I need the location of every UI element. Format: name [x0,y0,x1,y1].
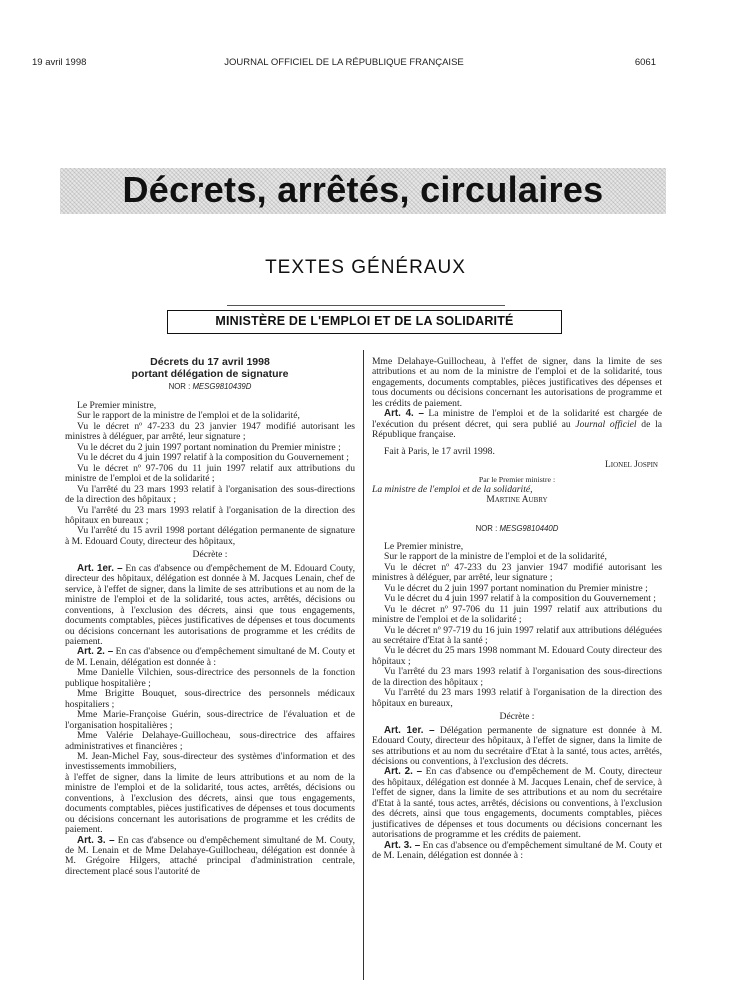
article-text: Délégation permanente de signature est donnée à M. Edouard Couty, directeur des hôpitaux, à l'effet de signer, dans la limite de ses attributions et au nom du secrétaire d'Etat à la santé, tous actes, arrêtés, décisions ou conventions, à l'exclusion des décrets. [372,724,663,767]
article-text: de la République française. [372,418,662,441]
article-text: En cas d'absence ou d'empêchement de M. Edouard Couty, directeur des hôpitaux, délégation est donnée à M. Jacques Lenain, chef de service, à l'effet de signer, dans la limite de ses attributions et au nom de la ministre de l'emploi et de la solidarité, tous actes, arrêtés, décisions ou conventions, à l'exclusion des décrets, ainsi que tous engagements, documents comptables, pièces justificatives de dépenses et tous documents ou décisions concernant les autorisations de programme et les crédits de paiement. [65,562,356,647]
article-text: En cas d'absence ou d'empêchement simultané de M. Couty et de M. Lenain, délégation est donnée à : [372,839,662,862]
paragraph: Vu l'arrêté du 23 mars 1993 relatif à l'organisation des sous-directions de la direction des hôpitaux ; [372,666,662,688]
paragraph: Vu le décret nº 47-233 du 23 janvier 1947 modifié autorisant les ministres à déléguer, par arrêté, leur signature ; [65,420,355,443]
page-header [32,57,656,71]
article-3 [65,836,355,878]
nor-code: MESG9810440D [499,523,559,533]
article-label: Art. 3. – [384,839,421,851]
paragraph: Le Premier ministre, [77,400,157,411]
nor-reference-2 [372,524,662,534]
paragraph: à l'effet de signer, dans la limite de leurs attributions et au nom de la ministre de l'emploi et de la solidarité, tous actes, arrêtés, décisions ou conventions, à l'exclusion des décrets, ainsi que tous engagements, documents comptables, pièces justificatives de dépenses et tous documents ou décisions concernant les autorisations de programme et les crédits de paiement. [65,771,355,836]
paragraph: Sur le rapport de la ministre de l'emploi et de la solidarité, [384,551,607,563]
delegate-item: Mme Danielle Vilchien, sous-directrice des personnels de la fonction publique hospitalière ; [65,667,355,689]
paragraph: Vu le décret du 2 juin 1997 portant nomination du Premier ministre ; [77,441,341,453]
paragraph: Vu l'arrêté du 23 mars 1993 relatif à l'organisation de la direction des hôpitaux en bureaux, [372,687,662,709]
ministry-title: MINISTÈRE DE L'EMPLOI ET DE LA SOLIDARITÉ [167,310,562,334]
article-text: En cas d'absence ou d'empêchement simultané de M. Couty et de M. Lenain, délégation est donnée à : [65,646,355,668]
article-text: En cas d'absence ou d'empêchement de M. Couty, directeur des hôpitaux, délégation est donnée à M. Jacques Lenain, chef de service, à l'effet de signer, dans la limite de ses attributions et au nom du secrétaire d'Etat à la santé, tous actes, arrêtés, décisions ou conventions, à l'exclusion des décrets, ainsi que tous engagements, documents comptables, pièces justificatives de dépenses et tous documents ou décisions concernant les autorisations de programme et les crédits de paiement. [372,766,663,841]
article-label: Art. 3. – [77,834,115,846]
paragraph: Vu le décret nº 97-706 du 11 juin 1997 relatif aux attributions du ministre de l'emploi et de la solidarité ; [372,603,662,626]
header-date: 19 avril 1998 [32,57,87,68]
fait-a-paris: Fait à Paris, le 17 avril 1998. [384,445,495,457]
article-4 [372,409,662,440]
left-column [65,357,355,877]
signature-par-le: Par le Premier ministre : [478,474,556,484]
header-journal-title: JOURNAL OFFICIEL DE LA RÉPUBLIQUE FRANÇAISE [224,57,464,68]
nor-reference [65,382,355,392]
paragraph: Sur le rapport de la ministre de l'emploi et de la solidarité, [77,410,300,422]
article-label: Art. 2. – [384,766,423,778]
minister-role: La ministre de l'emploi et de la solidarité, [372,483,533,495]
decrete-heading: Décrète : [499,711,535,723]
article-label: Art. 4. – [384,408,424,420]
signatory-name: Lionel Jospin [605,460,658,471]
minister-name: Martine Aubry [486,495,548,506]
paragraph: Vu l'arrêté du 23 mars 1993 relatif à l'organisation des sous-directions de la direction des hôpitaux ; [65,483,355,506]
paragraph: Vu le décret du 4 juin 1997 relatif à la composition du Gouvernement ; [384,593,656,605]
delegate-item: Mme Valérie Delahaye-Guillocheau, sous-directrice des affaires administratives et financières ; [65,730,355,752]
banner [60,168,666,214]
decree-title [65,357,355,380]
paragraph: Vu le décret du 4 juin 1997 relatif à la composition du Gouvernement ; [77,452,349,464]
paragraph: Vu le décret du 2 juin 1997 portant nomination du Premier ministre ; [384,582,648,594]
article-2 [65,647,355,668]
paragraph: Vu le décret du 25 mars 1998 nommant M. Edouard Couty directeur des hôpitaux ; [372,645,662,667]
paragraph: Vu le décret nº 97-719 du 16 juin 1997 relatif aux attributions déléguées au secrétaire d'Etat à la santé ; [372,624,662,646]
section-title: TEXTES GÉNÉRAUX [265,257,466,278]
article-1 [65,564,355,648]
nor-label: NOR : [168,382,191,391]
right-column [372,357,662,861]
article-text: La ministre de l'emploi et de la solidarité est chargée de l'exécution du présent décret, qui sera publié au [372,408,663,430]
delegate-item: Mme Marie-Françoise Guérin, sous-directrice de l'évaluation et de l'organisation hospitalières ; [65,709,355,731]
nor-label: NOR : [475,523,498,533]
banner-title: Décrets, arrêtés, circulaires [122,169,604,210]
paragraph: Vu le décret nº 97-706 du 11 juin 1997 relatif aux attributions du ministre de l'emploi et de la solidarité ; [65,462,355,485]
article-label: Art. 1er. – [77,562,123,574]
article-2 [372,767,662,840]
paragraph: Vu le décret nº 47-233 du 23 janvier 1947 modifié autorisant les ministres à déléguer, par arrêté, leur signature ; [372,561,662,584]
header-page-number: 6061 [634,57,656,68]
paragraph: Vu l'arrêté du 15 avril 1998 portant délégation permanente de signature à M. Edouard Couty, directeur des hôpitaux, [65,525,355,547]
nor-code: MESG9810439D [192,382,252,391]
article-label: Art. 1er. – [384,724,435,736]
paragraph: Le Premier ministre, [384,540,464,552]
article-text: En cas d'absence ou d'empêchement simultané de M. Couty, de M. Lenain et de Mme Delahaye-Guillocheau, délégation est donnée à M. Grégoire Hilgers, attaché principal d'administration centrale, directement placé sous l'autorité de [65,834,355,877]
paragraph: Mme Delahaye-Guillocheau, à l'effet de signer, dans la limite de ses attributions et au nom de la ministre de l'emploi et de la solidarité, tous engagements, documents comptables, pièces justificatives des dépenses et tous documents ou décisions concernant les autorisations de programme et les crédits de paiement. [372,356,662,409]
paragraph: Vu l'arrêté du 23 mars 1993 relatif à l'organisation de la direction des hôpitaux en bureaux ; [65,504,355,526]
decree-title-line2: portant délégation de signature [131,367,289,380]
article-3 [372,841,662,862]
journal-officiel-ref: Journal officiel [575,418,637,430]
delegate-item: Mme Brigitte Bouquet, sous-directrice des personnels médicaux hospitaliers ; [65,688,355,710]
decree-title-line1: Décrets du 17 avril 1998 [150,356,270,368]
column-divider [363,350,364,980]
decrete-heading: Décrète : [192,549,228,561]
delegate-item: M. Jean-Michel Fay, sous-directeur des systèmes d'information et des investissements immobiliers, [65,750,355,773]
ministry-rule [227,305,505,306]
article-label: Art. 2. – [77,646,114,658]
article-1 [372,726,662,768]
